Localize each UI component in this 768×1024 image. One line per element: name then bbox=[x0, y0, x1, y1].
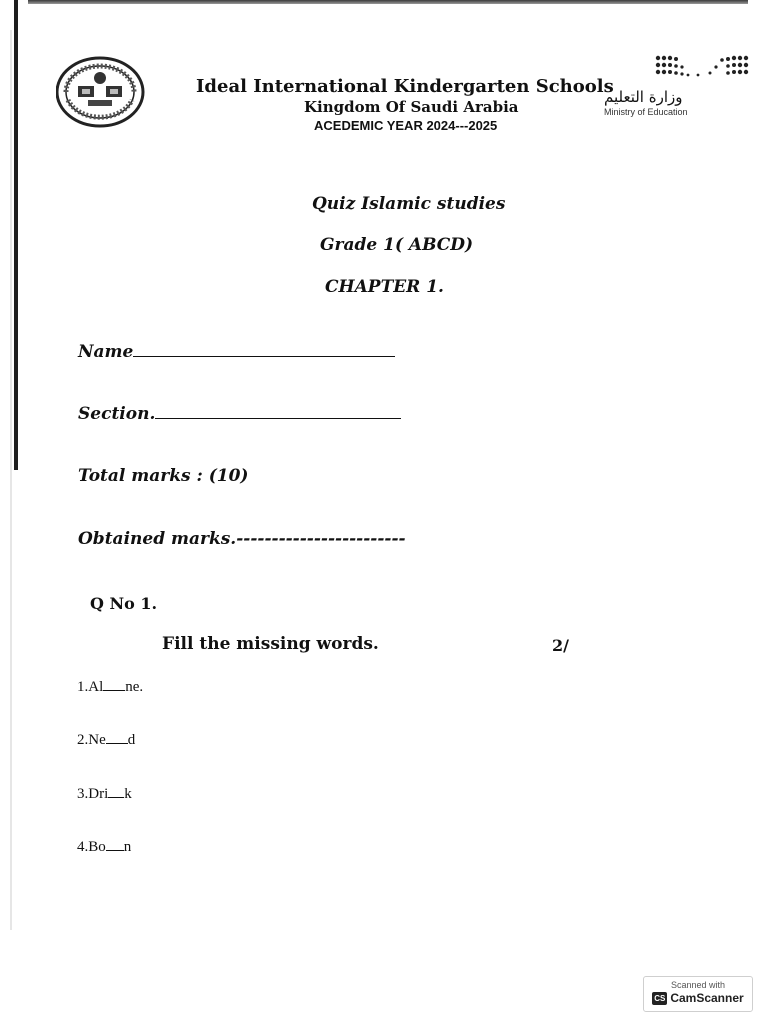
watermark-top-text: Scanned with bbox=[670, 980, 726, 990]
missing-letter-blank[interactable] bbox=[106, 839, 124, 851]
name-field bbox=[78, 342, 395, 362]
missing-letter-blank[interactable] bbox=[103, 679, 125, 691]
quiz-title: Quiz Islamic studies bbox=[312, 194, 506, 214]
ministry-arabic: وزارة التعليم bbox=[604, 88, 683, 106]
item-suffix: n bbox=[123, 839, 132, 855]
section-label: Section. bbox=[78, 404, 156, 424]
school-header bbox=[196, 76, 614, 133]
country-name: Kingdom Of Saudi Arabia bbox=[304, 98, 519, 116]
missing-letter-blank[interactable] bbox=[108, 786, 124, 798]
camscanner-watermark bbox=[643, 976, 753, 1012]
item-prefix: 2.Ne bbox=[77, 732, 106, 748]
section-blank[interactable] bbox=[155, 404, 401, 419]
scan-left-shadow bbox=[10, 30, 12, 930]
item-suffix: k bbox=[124, 786, 132, 802]
section-field bbox=[78, 404, 401, 424]
school-name: Ideal International Kindergarten Schools bbox=[196, 76, 614, 97]
obtained-marks: Obtained marks.------------------------ bbox=[78, 529, 406, 549]
watermark-name: CamScanner bbox=[670, 991, 744, 1005]
name-label: Name bbox=[78, 342, 134, 362]
total-marks: Total marks : (10) bbox=[78, 466, 249, 486]
scan-top-edge bbox=[28, 0, 748, 4]
question-number: Q No 1. bbox=[90, 594, 158, 613]
list-item bbox=[77, 839, 131, 856]
watermark-brand bbox=[644, 991, 752, 1005]
question-marks: 2/ bbox=[552, 636, 569, 655]
item-prefix: 3.Dri bbox=[77, 786, 109, 802]
item-suffix: d bbox=[127, 732, 136, 748]
quiz-grade: Grade 1( ABCD) bbox=[320, 235, 474, 255]
ministry-logo bbox=[604, 54, 754, 117]
question-instruction: Fill the missing words. bbox=[162, 634, 379, 654]
camscanner-logo-icon: CS bbox=[654, 993, 666, 1003]
ministry-dots-icon bbox=[654, 54, 750, 80]
item-suffix: ne. bbox=[125, 679, 144, 695]
item-prefix: 1.Al bbox=[77, 679, 104, 695]
school-seal-icon bbox=[56, 56, 146, 128]
name-blank[interactable] bbox=[133, 342, 395, 357]
list-item bbox=[77, 679, 143, 696]
list-item bbox=[77, 732, 135, 749]
list-item bbox=[77, 786, 132, 803]
quiz-chapter: CHAPTER 1. bbox=[325, 277, 444, 297]
missing-letter-blank[interactable] bbox=[106, 732, 128, 744]
item-prefix: 4.Bo bbox=[77, 839, 106, 855]
ministry-english: Ministry of Education bbox=[604, 107, 688, 117]
academic-year: ACEDEMIC YEAR 2024---2025 bbox=[314, 118, 498, 133]
